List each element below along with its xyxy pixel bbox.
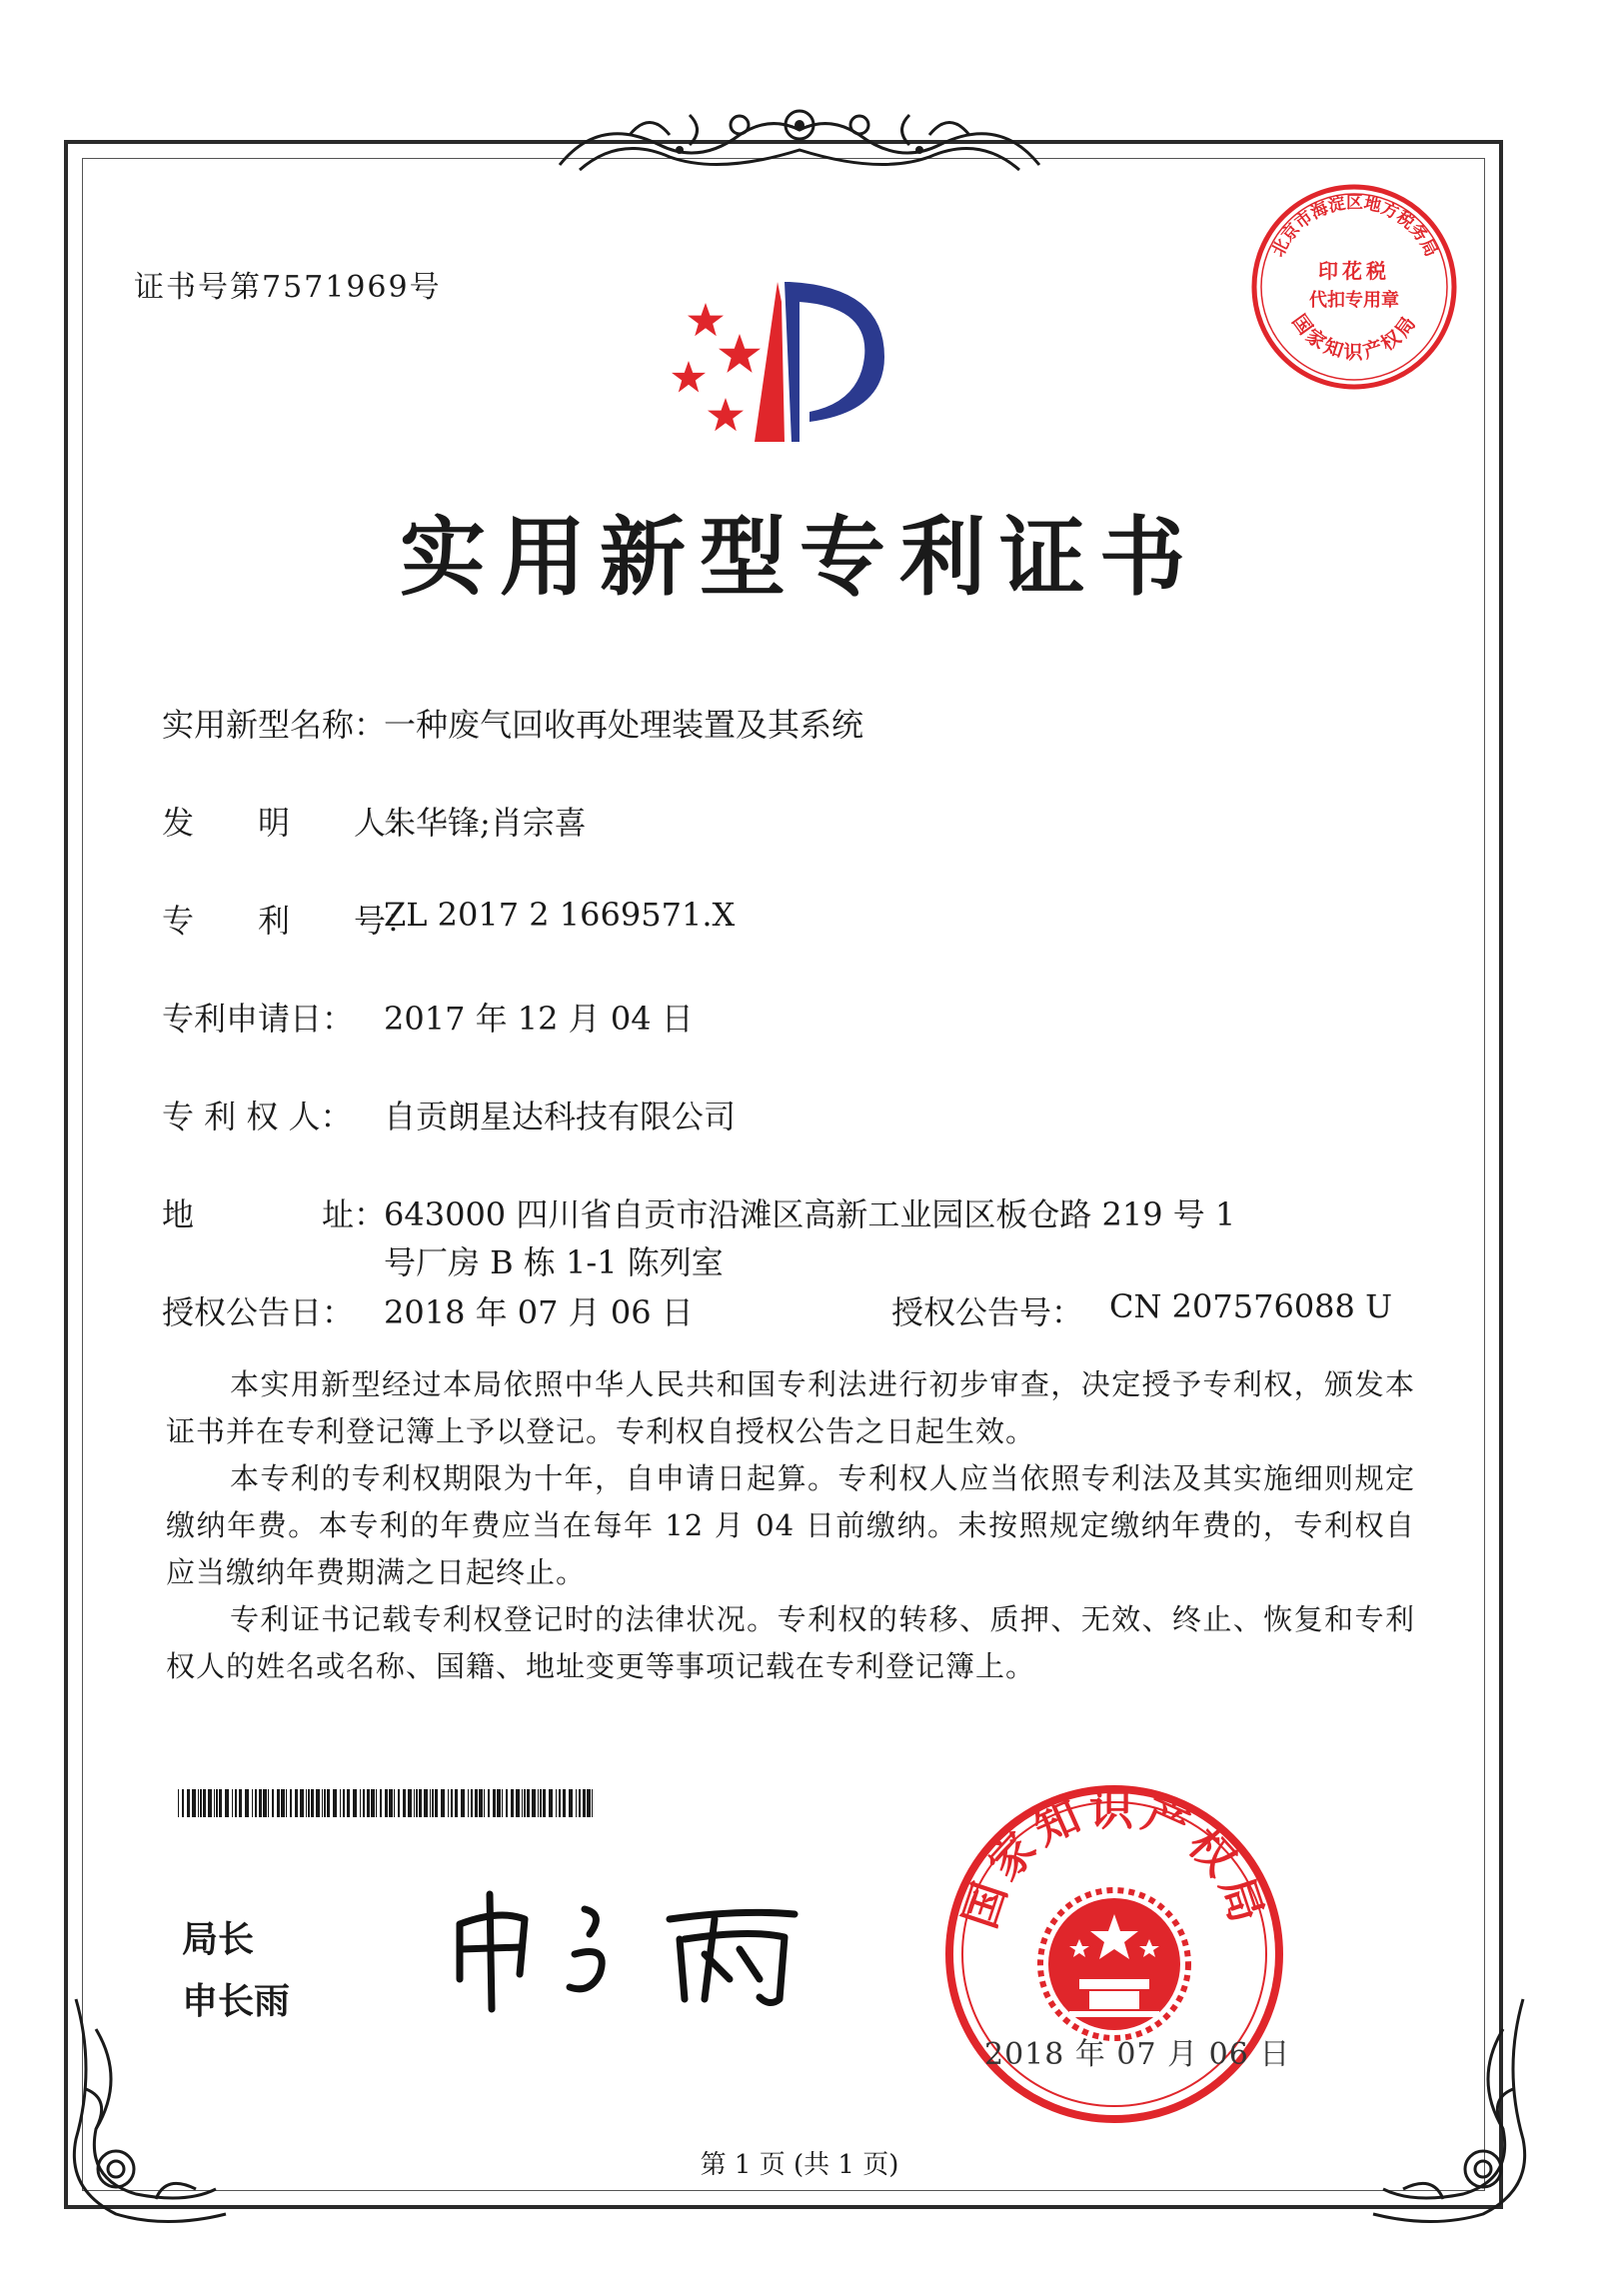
grant-date-value: 2018 年 07 月 06 日 [384,1293,694,1331]
name-label: 实用新型名称： [162,706,387,744]
legal-text [166,1361,1415,1690]
small-seal-inner-1: 印花税 [1318,259,1390,283]
director-title: 局长 [182,1919,255,1960]
grant-number-label: 授权公告号： [891,1293,1084,1331]
bottom-right-ornament-icon [1353,1989,1543,2229]
certificate-number: 证书号第7571969号 [134,270,442,305]
grant-number-value: CN 207576088 U [1109,1287,1393,1325]
address-line-1: 643000 四川省自贡市沿滩区高新工业园区板仓路 219 号 1 [384,1195,1236,1233]
director-name: 申长雨 [182,1981,291,2022]
national-ip-office-seal-icon [939,1779,1289,2129]
seal-date: 2018 年 07 月 06 日 [984,2037,1291,2072]
tax-bureau-seal-icon [1247,180,1462,395]
grant-date-label: 授权公告日： [162,1293,355,1331]
paragraph-3: 专利证书记载专利权登记时的法律状况。专利权的转移、质押、无效、终止、恢复和专利权人的姓名或名称、国籍、地址变更等事项记载在专利登记簿上。 [166,1602,1415,1683]
patent-number-value: ZL 2017 2 1669571.X [384,896,736,934]
page-title: 实用新型专利证书 [400,507,1199,608]
paragraph-2: 本专利的专利权期限为十年，自申请日起算。专利权人应当依照专利法及其实施细则规定缴纳年费。本专利的年费应当在每年 12 月 04 日前缴纳。未按照规定缴纳年费的，专利权自应当缴纳年费期满之日起终止。 [166,1461,1415,1589]
patent-holder-value: 自贡朗星达科技有限公司 [384,1098,737,1136]
small-seal-outer-text: 北京市海淀区地方税务局 [1268,193,1441,261]
patent-office-logo-icon [660,262,919,452]
name-value: 一种废气回收再处理装置及其系统 [384,706,864,744]
svg-text:北京市海淀区地方税务局 [1268,193,1441,261]
small-seal-inner-2: 代扣专用章 [1309,290,1399,311]
barcode [178,1789,598,1817]
director-signature-icon [440,1879,819,2019]
seal-big-text: 国家知识产权局 [954,1784,1274,1935]
top-ornament-icon [540,95,1059,185]
inventor-label: 发 明 人： [162,804,419,842]
inventor-value: 朱华锋;肖宗喜 [384,804,587,842]
apply-date-label: 专利申请日： [162,1000,355,1038]
bottom-left-ornament-icon [56,1989,246,2229]
patent-number-label: 专 利 号： [162,902,419,940]
patent-holder-label: 专 利 权 人： [162,1098,353,1136]
address-label: 地 址： [162,1195,387,1233]
apply-date-value: 2017 年 12 月 04 日 [384,1000,694,1038]
svg-text:国家知识产权局 [1287,311,1421,364]
address-line-2: 号厂房 B 栋 1-1 陈列室 [384,1243,724,1281]
small-seal-bottom-text: 国家知识产权局 [1287,310,1422,364]
page-footer: 第 1 页 (共 1 页) [700,2150,899,2180]
paragraph-1: 本实用新型经过本局依照中华人民共和国专利法进行初步审查，决定授予专利权，颁发本证书并在专利登记簿上予以登记。专利权自授权公告之日起生效。 [166,1367,1415,1448]
